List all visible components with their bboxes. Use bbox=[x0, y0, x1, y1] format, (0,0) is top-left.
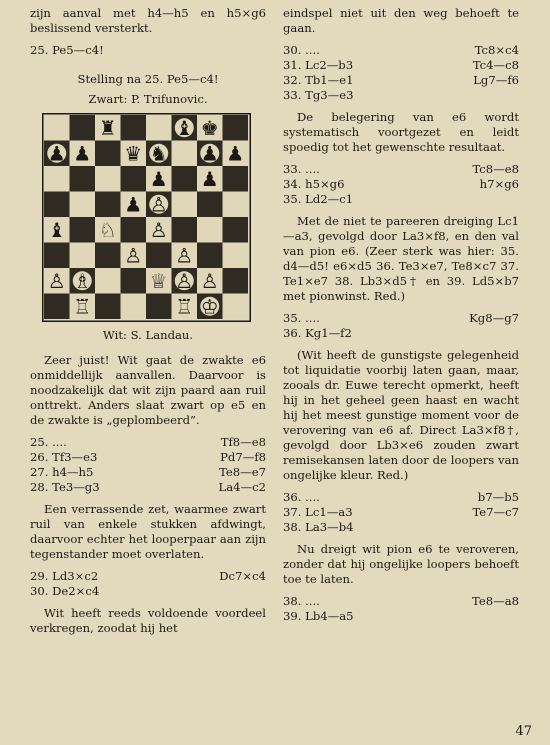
dark-square bbox=[121, 268, 147, 294]
dark-square bbox=[95, 141, 121, 167]
black-move: h7×g6 bbox=[479, 177, 519, 191]
white-knight-piece: ♘ bbox=[98, 217, 117, 242]
dark-square bbox=[95, 192, 121, 218]
black-pawn-piece: ♟ bbox=[226, 141, 245, 166]
dark-square bbox=[223, 217, 249, 243]
moves-list bbox=[283, 43, 519, 103]
white-rook-piece: ♖ bbox=[175, 294, 194, 319]
dark-square bbox=[197, 192, 223, 218]
move-row bbox=[30, 584, 266, 599]
black-bishop-piece: ♝ bbox=[47, 217, 66, 242]
dark-square bbox=[95, 243, 121, 269]
white-move: 36. Kg1—f2 bbox=[283, 326, 352, 340]
move-row bbox=[283, 73, 519, 88]
black-knight-piece: ♞ bbox=[149, 141, 168, 166]
black-pawn-piece: ♟ bbox=[200, 141, 219, 166]
white-move: 39. Lb4—a5 bbox=[283, 609, 354, 623]
light-square bbox=[95, 166, 121, 192]
dark-square bbox=[44, 243, 70, 269]
white-pawn-piece: ♙ bbox=[47, 268, 66, 293]
white-bishop-piece: ♗ bbox=[73, 268, 92, 293]
page-number: 47 bbox=[515, 724, 532, 739]
black-move: Kg8—g7 bbox=[469, 311, 519, 325]
move-row bbox=[283, 177, 519, 192]
paragraph: Nu dreigt wit pion e6 te veroveren, zonder dat hij ongelijke loopers behoeft toe te laten. bbox=[283, 542, 519, 586]
white-move: 30. De2×c4 bbox=[30, 584, 100, 598]
move-row bbox=[283, 58, 519, 73]
dark-square bbox=[172, 166, 198, 192]
light-square bbox=[95, 268, 121, 294]
black-pawn-piece: ♟ bbox=[73, 141, 92, 166]
black-pawn-piece: ♟ bbox=[124, 192, 143, 217]
black-move: Te8—e7 bbox=[219, 465, 266, 479]
white-pawn-piece: ♙ bbox=[200, 268, 219, 293]
dark-square bbox=[70, 217, 96, 243]
moves-list bbox=[30, 435, 266, 495]
move-row bbox=[283, 609, 519, 624]
light-square bbox=[172, 141, 198, 167]
white-pawn-piece: ♙ bbox=[149, 217, 168, 242]
white-move: 36. .... bbox=[283, 490, 320, 504]
light-square bbox=[121, 294, 147, 320]
white-move: 34. h5×g6 bbox=[283, 177, 345, 191]
light-square bbox=[197, 217, 223, 243]
moves-list bbox=[283, 311, 519, 341]
black-rook-piece: ♜ bbox=[98, 115, 117, 140]
white-move: 33. .... bbox=[283, 162, 320, 176]
paragraph: zijn aanval met h4—h5 en h5×g6 beslissend versterkt. bbox=[30, 6, 266, 35]
white-move: 37. Lc1—a3 bbox=[283, 505, 353, 519]
paragraph: Wit heeft reeds voldoende voordeel verkregen, zoodat hij het bbox=[30, 606, 266, 635]
dark-square bbox=[197, 243, 223, 269]
white-queen-piece: ♕ bbox=[149, 268, 168, 293]
white-pawn-piece: ♙ bbox=[175, 268, 194, 293]
moves-list bbox=[283, 490, 519, 535]
white-move: 31. Lc2—b3 bbox=[283, 58, 354, 72]
black-queen-piece: ♛ bbox=[124, 141, 143, 166]
dark-square bbox=[146, 243, 172, 269]
white-pawn-piece: ♙ bbox=[175, 243, 194, 268]
black-move: Tc4—c8 bbox=[472, 58, 519, 72]
black-move: Tc8—e8 bbox=[472, 162, 519, 176]
black-player: Zwart: P. Trifunovic. bbox=[88, 92, 208, 106]
light-square bbox=[172, 192, 198, 218]
paragraph: Zeer juist! Wit gaat de zwakte e6 onmiddellijk aanvallen. Daarvoor is noodzakelijk dat wit zijn paard aan ruil onttrekt. Anders slaat zwart op e5 en de zwakte is „geplombeerd”. bbox=[30, 353, 266, 427]
dark-square bbox=[44, 294, 70, 320]
white-player: Wit: S. Landau. bbox=[102, 328, 194, 342]
dark-square bbox=[223, 115, 249, 141]
move-row bbox=[283, 88, 519, 103]
white-move: 35. .... bbox=[283, 311, 320, 325]
move-row bbox=[30, 480, 266, 495]
light-square bbox=[223, 192, 249, 218]
dark-square bbox=[146, 294, 172, 320]
dark-square bbox=[121, 115, 147, 141]
white-pawn-piece: ♙ bbox=[149, 192, 168, 217]
moves-list bbox=[30, 569, 266, 599]
black-pawn-piece: ♟ bbox=[149, 166, 168, 191]
dark-square bbox=[70, 166, 96, 192]
light-square bbox=[44, 166, 70, 192]
paragraph: Een verrassende zet, waarmee zwart ruil van enkele stukken afdwingt, daarvoor echter het looperpaar aan zijn tegenstander moet overlaten. bbox=[30, 502, 266, 561]
black-move: Dc7×c4 bbox=[219, 569, 266, 583]
light-square bbox=[70, 192, 96, 218]
light-square bbox=[70, 243, 96, 269]
black-move: Tf8—e8 bbox=[220, 435, 266, 449]
white-move: 30. .... bbox=[283, 43, 320, 57]
white-move: 29. Ld3×c2 bbox=[30, 569, 99, 583]
black-king-piece: ♚ bbox=[200, 115, 219, 140]
move-row bbox=[283, 43, 519, 58]
dark-square bbox=[121, 166, 147, 192]
paragraph: Met de niet te pareeren dreiging Lc1—a3, gevolgd door La3×f8, en den val van pion e6. (Zeer sterk was hier: 35. d4—d5! e6×d5 36. Te3×e7, Te8×c7 37. Te1×e7 38. Lb3×d5† en 39. Ld5×b7 met pionwinst. Red.) bbox=[283, 214, 519, 303]
dark-square bbox=[223, 268, 249, 294]
light-square bbox=[223, 243, 249, 269]
white-move: 25. .... bbox=[30, 435, 67, 449]
move-row bbox=[283, 192, 519, 207]
black-move: La4—c2 bbox=[218, 480, 266, 494]
white-move: 26. Tf3—e3 bbox=[30, 450, 98, 464]
white-king-piece: ♔ bbox=[200, 294, 219, 319]
move-row bbox=[30, 569, 266, 584]
move-row bbox=[30, 435, 266, 450]
paragraph: (Wit heeft de gunstigste gelegenheid tot liquidatie voorbij laten gaan, maar, zooals dr. Euwe terecht opmerkt, heeft hij in het geheel geen haast en wacht hij het meest gunstige moment voor de verovering van e6 af. Direct La3×f8†, gevolgd door Lb3×e6 zouden zwart remisekansen laten door de loopers van ongelijke kleur. Red.) bbox=[283, 348, 519, 482]
moves-list bbox=[283, 162, 519, 207]
black-move: Lg7—f6 bbox=[473, 73, 519, 87]
light-square bbox=[44, 115, 70, 141]
black-move: Pd7—f8 bbox=[220, 450, 266, 464]
black-move: Te7—c7 bbox=[472, 505, 519, 519]
light-square bbox=[146, 115, 172, 141]
dark-square bbox=[95, 294, 121, 320]
white-move: 33. Tg3—e3 bbox=[283, 88, 354, 102]
move-row bbox=[283, 326, 519, 341]
move-row bbox=[30, 450, 266, 465]
dark-square bbox=[172, 217, 198, 243]
black-bishop-piece: ♝ bbox=[175, 115, 194, 140]
black-move: Te8—a8 bbox=[472, 594, 519, 608]
diagram-caption: Stelling na 25. Pe5—c4! bbox=[77, 72, 219, 86]
black-move: Tc8×c4 bbox=[474, 43, 519, 57]
white-move: 38. La3—b4 bbox=[283, 520, 354, 534]
black-pawn-piece: ♟ bbox=[200, 166, 219, 191]
dark-square bbox=[223, 166, 249, 192]
light-square bbox=[223, 294, 249, 320]
paragraph: eindspel niet uit den weg behoeft te gaan. bbox=[283, 6, 519, 35]
move-row bbox=[283, 490, 519, 505]
move-row bbox=[283, 311, 519, 326]
paragraph: De belegering van e6 wordt systematisch voortgezet en leidt spoedig tot het gewenschte resultaat. bbox=[283, 110, 519, 154]
move-25: 25. Pe5—c4! bbox=[30, 43, 104, 57]
black-move: b7—b5 bbox=[477, 490, 519, 504]
move-row bbox=[283, 520, 519, 535]
move-row bbox=[30, 465, 266, 480]
move-row bbox=[283, 594, 519, 609]
white-move: 35. Ld2—c1 bbox=[283, 192, 354, 206]
dark-square bbox=[70, 115, 96, 141]
dark-square bbox=[44, 192, 70, 218]
chess-board bbox=[42, 113, 251, 322]
white-move: 28. Te3—g3 bbox=[30, 480, 100, 494]
white-move: 38. .... bbox=[283, 594, 320, 608]
move-row bbox=[283, 505, 519, 520]
white-move: 27. h4—h5 bbox=[30, 465, 94, 479]
dark-square bbox=[121, 217, 147, 243]
white-move: 32. Tb1—e1 bbox=[283, 73, 354, 87]
right-column bbox=[283, 6, 519, 624]
left-column bbox=[30, 6, 266, 636]
move-row bbox=[283, 162, 519, 177]
chess-diagram bbox=[42, 113, 266, 326]
moves-list bbox=[283, 594, 519, 624]
black-pawn-piece: ♟ bbox=[47, 141, 66, 166]
white-pawn-piece: ♙ bbox=[124, 243, 143, 268]
white-rook-piece: ♖ bbox=[73, 294, 92, 319]
